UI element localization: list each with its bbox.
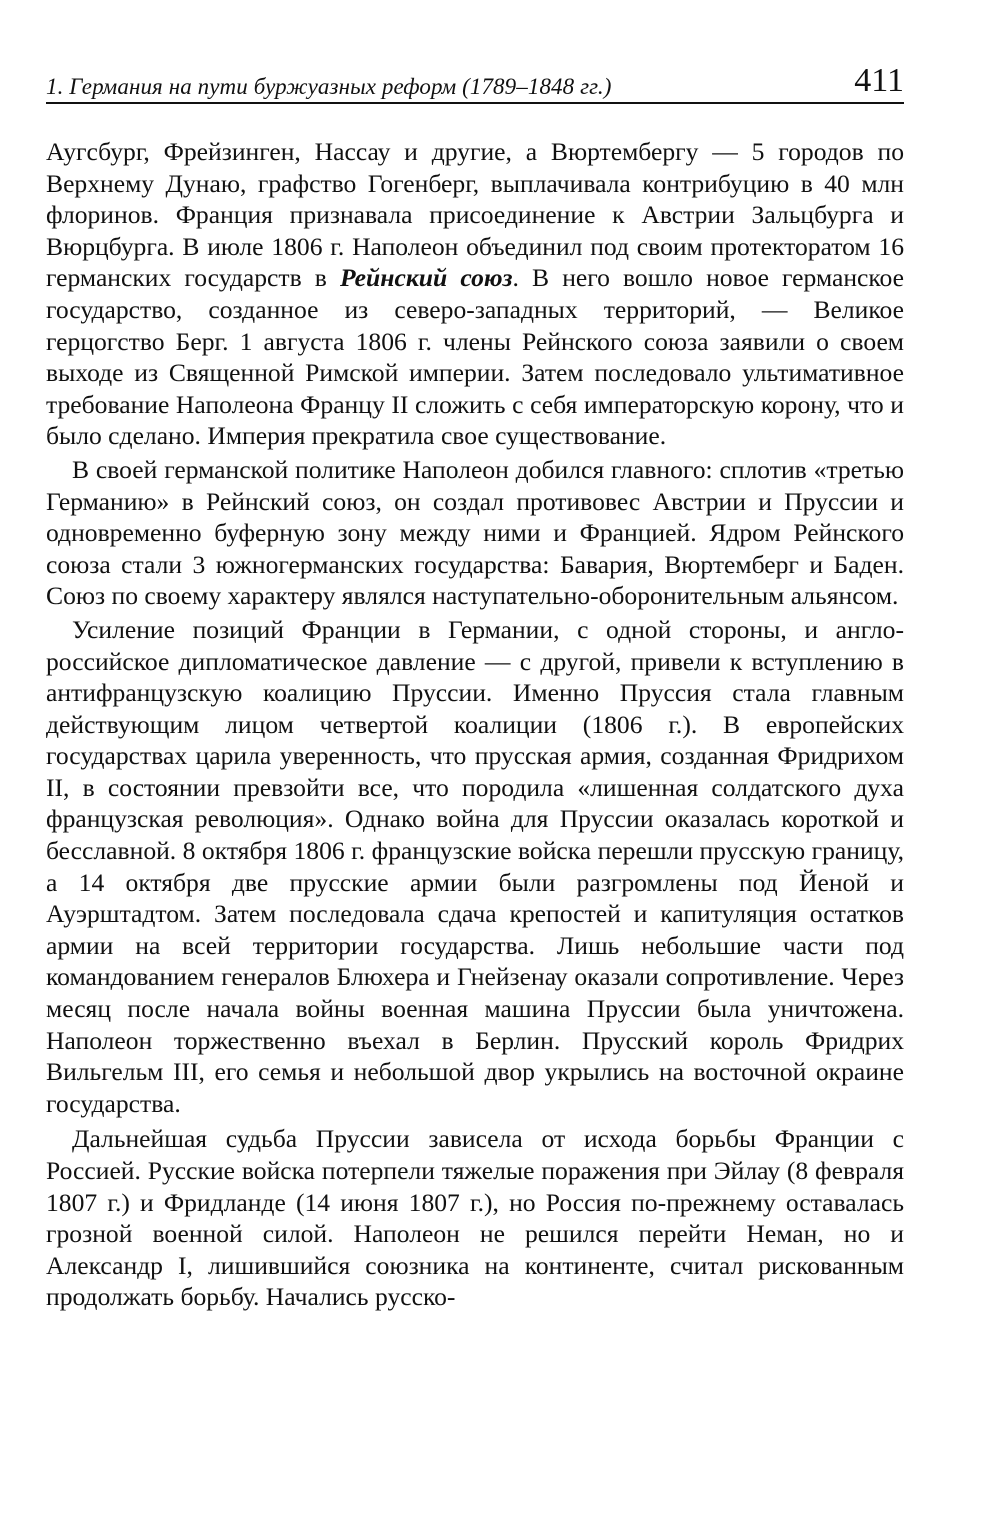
paragraph-2: В своей германской политике Наполеон добился главного: сплотив «третью Германию» в Рейнский союз, он создал противовес Австрии и Пруссии и одновременно буферную зону между ними и Францией. Ядром Рейнского союза стали 3 южногерманских государства: Бавария, Вюртемберг и Баден. Союз по своему характеру являлся наступательно-оборонительным альянсом. [46, 454, 904, 611]
body-text [46, 136, 904, 1313]
running-title: 1. Германия на пути буржуазных реформ (1789–1848 гг.) [46, 74, 612, 99]
book-page [46, 58, 904, 1315]
paragraph-1 [46, 136, 904, 452]
running-head [46, 58, 904, 104]
paragraph-4: Дальнейшая судьба Пруссии зависела от исхода борьбы Франции с Россией. Русские войска потерпели тяжелые поражения при Эйлау (8 февраля 1807 г.) и Фридланде (14 июня 1807 г.), но Россия по-прежнему оставалась грозной военной силой. Наполеон не решился перейти Неман, но и Александр I, лишившийся союзника на континенте, считал рискованным продолжать борьбу. Начались русско- [46, 1124, 904, 1312]
page-number: 411 [854, 62, 904, 99]
paragraph-3: Усиление позиций Франции в Германии, с одной стороны, и англо-российское дипломатическое давление — с другой, привели к вступлению в антифранцузскую коалицию Пруссии. Именно Пруссия стала главным действующим лицом четвертой коалиции (1806 г.). В европейских государствах царила уверенность, что прусская армия, созданная Фридрихом II, в состоянии превзойти все, что породила «лишенная солдатского духа французская революция». Однако война для Пруссии оказалась короткой и бесславной. 8 октября 1806 г. французские войска перешли прусскую границу, а 14 октября две прусские армии были разгромлены под Йеной и Ауэрштадтом. Затем последовала сдача крепостей и капитуляция остатков армии на всей территории государства. Лишь небольшие части под командованием генералов Блюхера и Гнейзенау оказали сопротивление. Через месяц после начала войны военная машина Пруссии была уничтожена. Наполеон торжественно въехал в Берлин. Прусский король Фридрих Вильгельм III, его семья и небольшой двор укрылись на восточной окраине государства. [46, 614, 904, 1118]
paragraph-1-text-a: Аугсбург, Фрейзинген, Нассау и другие, а Вюртембергу — 5 городов по Верхнему Дунаю, графство Гогенберг, выплачивала контрибуцию в 40 млн флоринов. Франция признавала присоединение к Австрии Зальцбурга и Вюрцбурга. В июле 1806 г. Наполеон объединил под своим протекторатом 16 германских государств в [46, 137, 904, 293]
term-rhine-confederation: Рейнский союз [339, 263, 513, 293]
paragraph-1-text-b: . В него вошло новое германское государство, созданное из северо-западных территорий, — Великое герцогство Берг. 1 августа 1806 г. члены Рейнского союза заявили о своем выходе из Священной Римской империи. Затем последовало ультимативное требование Наполеона Францу II сложить с себя императорскую корону, что и было сделано. Империя прекратила свое существование. [46, 263, 904, 451]
